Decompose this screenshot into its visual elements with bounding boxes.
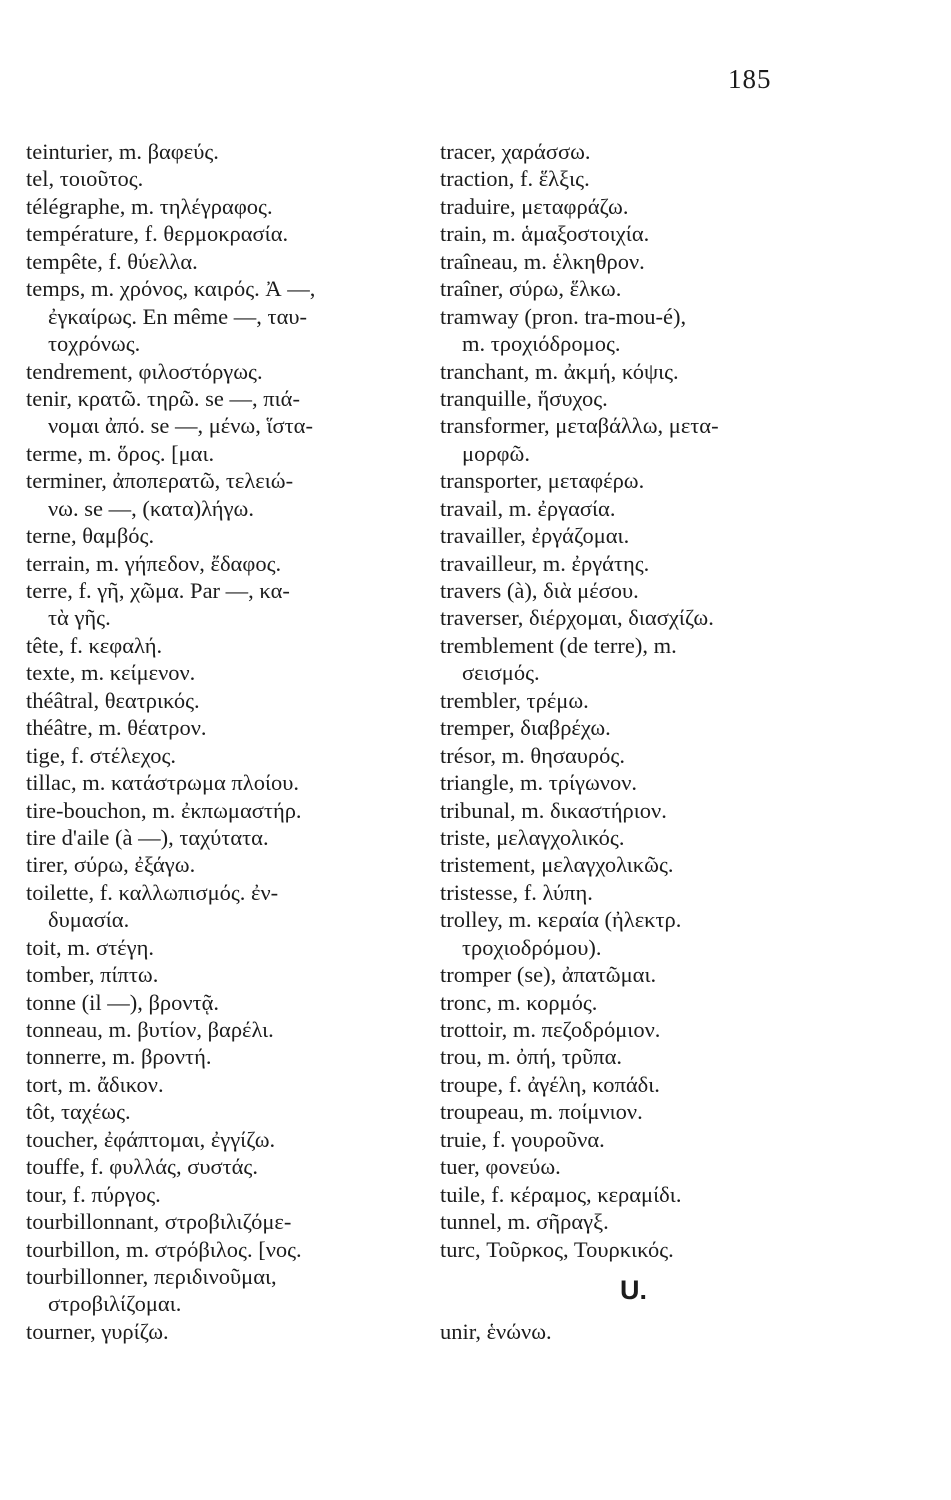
dictionary-line: tonne (il —), βροντᾷ. <box>26 989 220 1015</box>
dictionary-line: στροβιλίζομαι. <box>48 1291 182 1317</box>
dictionary-line: νω. se —, (κατα)λήγω. <box>48 495 254 521</box>
dictionary-line: tête, f. κεφαλή. <box>26 632 163 658</box>
left-column <box>26 138 436 1345</box>
dictionary-line: transformer, μεταβάλλω, μετα- <box>440 413 719 439</box>
dictionary-line: triste, μελαγχολικός. <box>440 824 625 850</box>
dictionary-line: télégraphe, m. τηλέγραφος. <box>26 193 273 219</box>
dictionary-line: texte, m. κείμενον. <box>26 660 196 686</box>
dictionary-line: traduire, μεταφράζω. <box>440 193 629 219</box>
dictionary-line: tire d'aile (à —), ταχύτατα. <box>26 824 269 850</box>
page-number: 185 <box>728 64 772 94</box>
dictionary-line: trottoir, m. πεζοδρόμιον. <box>440 1017 661 1042</box>
dictionary-line: toit, m. στέγη. <box>26 934 154 960</box>
dictionary-line: tonnerre, m. βροντή. <box>26 1044 212 1070</box>
dictionary-line: tuile, f. κέραμος, κεραμίδι. <box>440 1181 682 1207</box>
dictionary-line: tôt, ταχέως. <box>26 1099 131 1125</box>
dictionary-line: tige, f. στέλεχος. <box>26 742 176 768</box>
right-column <box>440 138 835 1345</box>
dictionary-line: tribunal, m. δικαστήριον. <box>440 797 667 823</box>
dictionary-line: température, f. θερμοκρασία. <box>26 221 289 247</box>
dictionary-line: tour, f. πύργος. <box>26 1181 161 1207</box>
dictionary-line: terrain, m. γήπεδον, ἔδαφος. <box>26 550 282 576</box>
dictionary-line: troupeau, m. ποίμνιον. <box>440 1099 643 1125</box>
dictionary-line: μορφῶ. <box>462 440 530 466</box>
dictionary-line: travers (à), διὰ μέσου. <box>440 578 639 603</box>
dictionary-line: unir, ἑνώνω. <box>440 1318 552 1344</box>
dictionary-line: toucher, ἐφάπτομαι, ἐγγίζω. <box>26 1126 276 1152</box>
dictionary-line: τοχρόνως. <box>48 331 141 357</box>
dictionary-line: train, m. ἁμαξοστοιχία. <box>440 221 650 247</box>
dictionary-line: tillac, m. κατάστρωμα πλοίου. <box>26 770 300 796</box>
dictionary-line: tunnel, m. σῆραγξ. <box>440 1209 609 1235</box>
dictionary-line: troupe, f. ἀγέλη, κοπάδι. <box>440 1071 660 1097</box>
dictionary-line: truie, f. γουροῦνα. <box>440 1126 605 1152</box>
dictionary-line: tonneau, m. βυτίον, βαρέλι. <box>26 1017 274 1042</box>
dictionary-line: terminer, ἀποπερατῶ, τελειώ- <box>26 468 294 494</box>
dictionary-line: tourbillonnant, στροβιλιζόμε- <box>26 1209 292 1235</box>
dictionary-line: trésor, m. θησαυρός. <box>440 742 625 768</box>
dictionary-line: touffe, f. φυλλάς, συστάς. <box>26 1154 258 1180</box>
dictionary-line: tendrement, φιλοστόργως. <box>26 358 263 384</box>
dictionary-line: tourbillon, m. στρόβιλος. [νος. <box>26 1236 302 1262</box>
dictionary-line: tel, τοιοῦτος. <box>26 166 144 192</box>
dictionary-line: traverser, διέρχομαι, διασχίζω. <box>440 605 714 631</box>
dictionary-line: ἐγκαίρως. En même —, ταυ- <box>48 303 308 329</box>
dictionary-line: tuer, φονεύω. <box>440 1154 561 1180</box>
dictionary-line: tirer, σύρω, ἐξάγω. <box>26 852 196 878</box>
dictionary-line: τροχιοδρόμου). <box>462 934 602 960</box>
dictionary-line: tire-bouchon, m. ἐκπωμαστήρ. <box>26 797 302 823</box>
dictionary-line: tremblement (de terre), m. <box>440 632 677 658</box>
dictionary-line: tranchant, m. ἀκμή, κόψις. <box>440 358 679 384</box>
dictionary-line: terne, θαμβός. <box>26 523 155 549</box>
dictionary-line: tomber, πίπτω. <box>26 962 159 988</box>
dictionary-line: δυμασία. <box>48 907 130 933</box>
dictionary-line: tempête, f. θύελλα. <box>26 248 198 274</box>
dictionary-line: trolley, m. κεραία (ἠλεκτρ. <box>440 907 682 933</box>
dictionary-line: triangle, m. τρίγωνον. <box>440 770 638 796</box>
dictionary-line: tenir, κρατῶ. τηρῶ. se —, πιά- <box>26 385 300 411</box>
dictionary-line: tracer, χαράσσω. <box>440 139 591 164</box>
dictionary-line: m. τροχιόδρομος. <box>462 331 621 357</box>
dictionary-line: teinturier, m. βαφεύς. <box>26 139 219 164</box>
dictionary-line: traction, f. ἕλξις. <box>440 166 590 192</box>
dictionary-line: σεισμός. <box>462 660 540 686</box>
dictionary-line: tromper (se), ἀπατῶμαι. <box>440 962 657 988</box>
dictionary-line: tristesse, f. λύπη. <box>440 879 593 905</box>
dictionary-line: tramway (pron. tra-mou-é), <box>440 303 687 329</box>
dictionary-line: travail, m. ἐργασία. <box>440 495 616 521</box>
dictionary-line: τὰ γῆς. <box>48 605 111 631</box>
dictionary-line: tronc, m. κορμός. <box>440 989 598 1015</box>
dictionary-line: trou, m. ὀπή, τρῦπα. <box>440 1044 623 1070</box>
dictionary-line: traîner, σύρω, ἕλκω. <box>440 276 622 302</box>
dictionary-line: trembler, τρέμω. <box>440 687 589 713</box>
dictionary-line: théâtral, θεατρικός. <box>26 687 200 713</box>
dictionary-line: turc, Τοῦρκος, Τουρκικός. <box>440 1236 674 1262</box>
dictionary-line: transporter, μεταφέρω. <box>440 468 645 494</box>
dictionary-line: tristement, μελαγχολικῶς. <box>440 852 674 878</box>
dictionary-line: théâtre, m. θέατρον. <box>26 715 207 741</box>
dictionary-line: tranquille, ἥσυχος. <box>440 385 608 411</box>
dictionary-line: νομαι ἀπό. se —, μένω, ἵστα- <box>48 413 313 439</box>
dictionary-line: travailleur, m. ἐργάτης. <box>440 550 650 576</box>
dictionary-line: tremper, διαβρέχω. <box>440 715 611 741</box>
dictionary-line: tourbillonner, περιδινοῦμαι, <box>26 1263 277 1289</box>
section-heading: U. <box>620 1274 647 1305</box>
dictionary-line: temps, m. χρόνος, καιρός. Ἀ —, <box>26 276 316 302</box>
dictionary-line: tourner, γυρίζω. <box>26 1318 169 1344</box>
dictionary-line: terre, f. γῆ, χῶμα. Par —, κα- <box>26 578 290 603</box>
dictionary-line: terme, m. ὅρος. [μαι. <box>26 440 215 466</box>
dictionary-line: travailler, ἐργάζομαι. <box>440 523 630 549</box>
dictionary-line: tort, m. ἄδικον. <box>26 1071 164 1097</box>
dictionary-line: toilette, f. καλλωπισμός. ἐν- <box>26 879 279 905</box>
dictionary-line: traîneau, m. ἑλκηθρον. <box>440 248 645 274</box>
